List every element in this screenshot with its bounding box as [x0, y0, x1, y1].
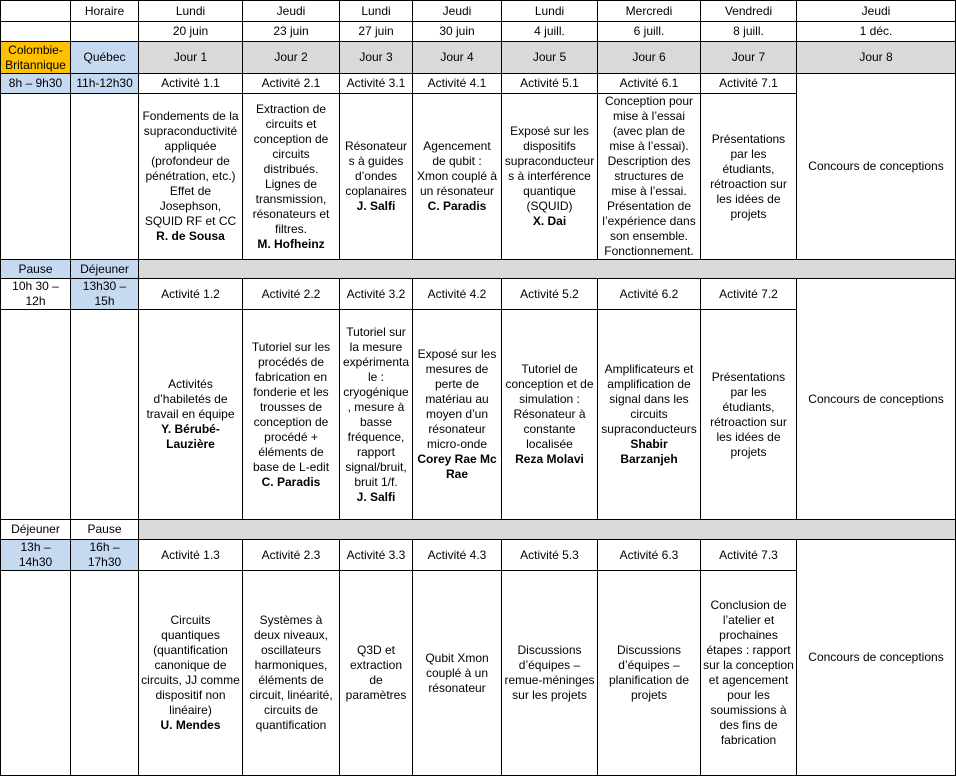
activity-label: Activité 4.1: [413, 74, 502, 94]
break1-row: [1, 260, 956, 279]
jour-row: [1, 42, 956, 74]
date-8: 1 déc.: [797, 22, 956, 42]
session-text: Présentations par les étudiants, rétroaction sur les idées de projets: [710, 369, 787, 459]
jour-1: Jour 1: [139, 42, 243, 74]
session-cell: [139, 94, 243, 260]
day-7: Vendredi: [701, 1, 797, 22]
session-text: Exposé sur les dispositifs supraconducteurs à interférence quantique (SQUID): [504, 124, 595, 213]
jour-5: Jour 5: [502, 42, 598, 74]
time-cb: 10h 30 – 12h: [1, 279, 71, 310]
session-cell: [502, 94, 598, 260]
header-days-row: [1, 1, 956, 22]
session-text: Extraction de circuits et conception de circuits distribués. Lignes de transmission, résonateurs et filtres.: [252, 101, 330, 236]
session-text: Agencement de qubit : Xmon couplé à un résonateur: [416, 139, 498, 198]
session-text: Résonateurs à guides d’ondes coplanaires: [344, 139, 408, 198]
session-cell: [598, 310, 701, 520]
day-1: Lundi: [139, 1, 243, 22]
jour-3: Jour 3: [340, 42, 413, 74]
day-3: Lundi: [340, 1, 413, 22]
region-cb-label: Colombie-Britannique: [1, 42, 71, 74]
session-text: Tutoriel sur les procédés de fabrication en fonderie et les trousses de conception de procédé + éléments de base de L-edit: [251, 339, 331, 474]
day-5: Lundi: [502, 1, 598, 22]
break-cb: Pause: [1, 260, 71, 279]
session-cell: [502, 571, 598, 776]
session-cell: [243, 94, 340, 260]
empty-cell: [71, 94, 139, 260]
activity-label: Activité 7.3: [701, 540, 797, 571]
jour-7: Jour 7: [701, 42, 797, 74]
date-5: 4 juill.: [502, 22, 598, 42]
break-qc: Pause: [71, 520, 139, 540]
activity-label: Activité 6.2: [598, 279, 701, 310]
session-text: Exposé sur les mesures de perte de matériau au moyen d’un résonateur micro-onde: [417, 347, 497, 451]
session-text: Discussions d’équipes – planification de projets: [608, 643, 690, 702]
date-4: 30 juin: [413, 22, 502, 42]
session-cell: [701, 571, 797, 776]
session-text: Conclusion de l’atelier et prochaines étapes : rapport sur la conception et agencement pour les soumissions à des fins de fabrication: [703, 598, 794, 747]
session-cell: [340, 310, 413, 520]
activity-label: Activité 4.2: [413, 279, 502, 310]
region-qc-label: Québec: [71, 42, 139, 74]
empty-cell: [1, 22, 71, 42]
session-speaker: Y. Bérubé-Lauzière: [161, 422, 220, 451]
session-speaker: J. Salfi: [356, 199, 396, 213]
activity-label: Activité 6.3: [598, 540, 701, 571]
session-text: Conception pour mise à l’essai (avec plan de mise à l’essai). Description des structures de mise à l’essai. Présentation de l’expérience dans son ensemble. Fonctionnement.: [602, 94, 696, 258]
session-cell: [502, 310, 598, 520]
time-cb: 13h – 14h30: [1, 540, 71, 571]
empty-cell: [71, 22, 139, 42]
concours-cell: Concours de conceptions: [797, 279, 956, 520]
session-text: Amplificateurs et amplification de signal dans les circuits supraconducteurs: [601, 362, 697, 436]
empty-cell: [71, 310, 139, 520]
concours-cell: Concours de conceptions: [797, 74, 956, 260]
session-speaker: M. Hofheinz: [257, 236, 325, 251]
activity-label: Activité 2.2: [243, 279, 340, 310]
break-qc: Déjeuner: [71, 260, 139, 279]
session-cell: [413, 571, 502, 776]
session-text: Tutoriel sur la mesure expérimentale : cryogénique, mesure à basse fréquence, rapport signal/bruit, bruit 1/f.: [342, 324, 410, 489]
activity-label: Activité 4.3: [413, 540, 502, 571]
day-4: Jeudi: [413, 1, 502, 22]
empty-cell: [71, 571, 139, 776]
session-text: Activités d’habiletés de travail en équipe: [146, 377, 235, 421]
time-qc: 16h – 17h30: [71, 540, 139, 571]
break-band: [139, 520, 956, 540]
jour-8: Jour 8: [797, 42, 956, 74]
session-speaker: Reza Molavi: [515, 452, 584, 466]
date-2: 23 juin: [243, 22, 340, 42]
activity-label: Activité 1.3: [139, 540, 243, 571]
session-cell: [701, 94, 797, 260]
activity-label: Activité 3.3: [340, 540, 413, 571]
session-cell: [243, 571, 340, 776]
session-text: Tutoriel de conception et de simulation : Résonateur à constante localisée: [505, 362, 594, 451]
jour-6: Jour 6: [598, 42, 701, 74]
corner-cell: [1, 1, 71, 22]
session-cell: [701, 310, 797, 520]
date-1: 20 juin: [139, 22, 243, 42]
jour-2: Jour 2: [243, 42, 340, 74]
date-3: 27 juin: [340, 22, 413, 42]
date-6: 6 juill.: [598, 22, 701, 42]
session-text: Systèmes à deux niveaux, oscillateurs harmoniques, éléments de circuit, linéarité, circuits de quantification: [249, 613, 333, 732]
break2-row: [1, 520, 956, 540]
session-text: Discussions d’équipes – remue-méninges sur les projets: [504, 643, 595, 702]
day-8: Jeudi: [797, 1, 956, 22]
empty-cell: [1, 571, 71, 776]
session-cell: [598, 571, 701, 776]
session-text: Fondements de la supraconductivité appliquée (profondeur de pénétration, etc.) Effet de Josephson, SQUID RF et CC: [142, 109, 239, 228]
time-qc: 11h-12h30: [71, 74, 139, 94]
session-speaker: X. Dai: [532, 214, 567, 228]
session-cell: [598, 94, 701, 260]
empty-cell: [1, 94, 71, 260]
session-speaker: U. Mendes: [160, 718, 221, 732]
session-speaker: C. Paradis: [427, 199, 487, 213]
session-cell: [340, 94, 413, 260]
concours-cell: Concours de conceptions: [797, 540, 956, 776]
activity-label: Activité 1.2: [139, 279, 243, 310]
break-cb: Déjeuner: [1, 520, 71, 540]
header-dates-row: [1, 22, 956, 42]
session-cell: [243, 310, 340, 520]
time-qc: 13h30 – 15h: [71, 279, 139, 310]
activity-label: Activité 5.2: [502, 279, 598, 310]
session-cell: [340, 571, 413, 776]
block2-activity-row: [1, 279, 956, 310]
activity-label: Activité 2.1: [243, 74, 340, 94]
session-speaker: R. de Sousa: [156, 229, 225, 243]
session-text: Qubit Xmon couplé à un résonateur: [425, 650, 489, 695]
break-band: [139, 260, 956, 279]
session-cell: [139, 310, 243, 520]
session-speaker: Corey Rae Mc Rae: [417, 452, 497, 481]
session-text: Circuits quantiques (quantification canonique de circuits, JJ comme dispositif non linéaire): [141, 613, 240, 717]
activity-label: Activité 5.3: [502, 540, 598, 571]
activity-label: Activité 5.1: [502, 74, 598, 94]
block3-activity-row: [1, 540, 956, 571]
horaire-label: Horaire: [71, 1, 139, 22]
activity-label: Activité 1.1: [139, 74, 243, 94]
activity-label: Activité 3.2: [340, 279, 413, 310]
day-2: Jeudi: [243, 1, 340, 22]
activity-label: Activité 7.1: [701, 74, 797, 94]
session-cell: [413, 94, 502, 260]
session-text: Présentations par les étudiants, rétroaction sur les idées de projets: [710, 131, 787, 221]
activity-label: Activité 6.1: [598, 74, 701, 94]
time-cb: 8h – 9h30: [1, 74, 71, 94]
session-cell: [139, 571, 243, 776]
block1-activity-row: [1, 74, 956, 94]
session-speaker: Shabir Barzanjeh: [620, 437, 678, 466]
session-cell: [413, 310, 502, 520]
activity-label: Activité 7.2: [701, 279, 797, 310]
empty-cell: [1, 310, 71, 520]
session-speaker: C. Paradis: [261, 474, 321, 489]
jour-4: Jour 4: [413, 42, 502, 74]
date-7: 8 juill.: [701, 22, 797, 42]
session-speaker: J. Salfi: [356, 489, 396, 504]
activity-label: Activité 2.3: [243, 540, 340, 571]
session-text: Q3D et extraction de paramètres: [345, 643, 407, 702]
day-6: Mercredi: [598, 1, 701, 22]
activity-label: Activité 3.1: [340, 74, 413, 94]
